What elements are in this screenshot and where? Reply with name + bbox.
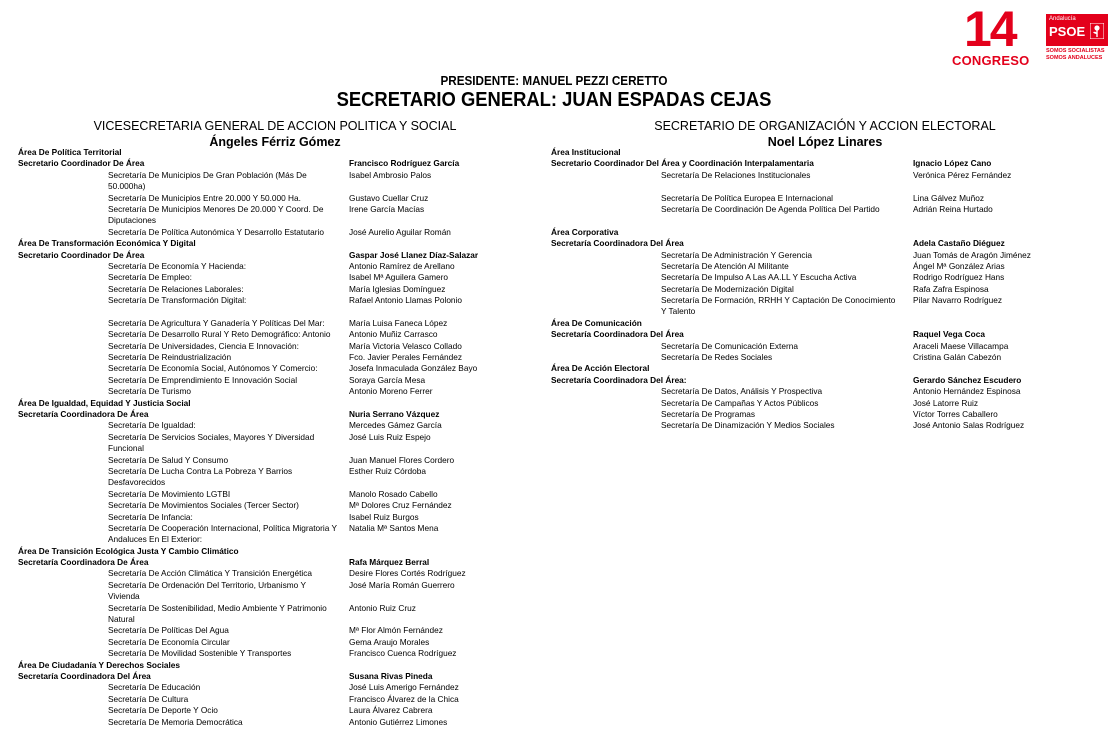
list-item (18, 648, 498, 659)
secretaria-label: Secretaría De Formación, RRHH Y Captación De Conocimiento (661, 295, 896, 306)
person-name: Antonio Moreno Ferrer (349, 386, 433, 397)
list-item (551, 306, 1101, 317)
list-item (18, 386, 498, 397)
list-item (551, 181, 1101, 192)
list-item (551, 204, 1101, 215)
secretaria-label: Funcional (108, 443, 144, 454)
person-name: Antonio Muñiz Carrasco (349, 329, 438, 340)
section-row (18, 409, 498, 420)
secretaria-label: Secretaría De Servicios Sociales, Mayores Y Diversidad (108, 431, 315, 442)
left-header-name: Ángeles Férriz Gómez (209, 134, 341, 149)
secretaria-label: Secretaría De Municipios De Gran Población (Más De (108, 169, 307, 180)
list-item (551, 398, 1101, 409)
list-item (18, 477, 498, 488)
list-item (551, 409, 1101, 420)
area-label: Secretaría Coordinadora Del Área (551, 238, 684, 249)
list-item (18, 637, 498, 648)
secretaria-label: Secretaría De Universidades, Ciencia E Innovación: (108, 340, 299, 351)
list-item (18, 512, 498, 523)
list-item (18, 215, 498, 226)
list-item (18, 614, 498, 625)
secretaria-label: Secretaría De Relaciones Laborales: (108, 283, 244, 294)
person-name: Desire Flores Cortés Rodríguez (349, 568, 466, 579)
section-row (551, 147, 1101, 158)
list-item (18, 306, 498, 317)
list-item (551, 352, 1101, 363)
secretaria-label: 50.000ha) (108, 181, 146, 192)
section-row (18, 158, 498, 169)
secretaria-label: Secretaría De Economía Social, Autónomos Y Comercio: (108, 363, 318, 374)
area-label: Área De Igualdad, Equidad Y Justicia Social (18, 397, 191, 408)
person-name: Manolo Rosado Cabello (349, 488, 438, 499)
list-item (18, 352, 498, 363)
secretaria-label: Secretaría De Economía Y Hacienda: (108, 260, 247, 271)
list-item (18, 489, 498, 500)
list-item (551, 341, 1101, 352)
secretaria-label: Secretaría De Desarrollo Rural Y Reto Demográfico: Antonio (108, 329, 331, 340)
person-name: Isabel Ambrosio Palos (349, 169, 432, 180)
person-name: Natalia Mª Santos Mena (349, 522, 439, 533)
person-name: Juan Manuel Flores Cordero (349, 454, 455, 465)
secretaria-label: Secretaría De Coordinación De Agenda Política Del Partido (661, 203, 880, 214)
person-name: José Aurelio Aguilar Román (349, 226, 451, 237)
section-row (551, 363, 1101, 374)
person-name: Ángel Mª González Arias (913, 260, 1005, 271)
section-row (551, 375, 1101, 386)
secretaria-label: Secretaría De Política Europea E Internacional (661, 192, 834, 203)
secretaria-label: Secretaría De Deporte Y Ocio (108, 705, 218, 716)
section-row (551, 329, 1101, 340)
secretaria-label: Secretaría De Datos, Análisis Y Prospectiva (661, 386, 823, 397)
person-name: Isabel Ruiz Burgos (349, 511, 419, 522)
person-name: Laura Álvarez Cabrera (349, 705, 433, 716)
coordinator-name: Nuria Serrano Vázquez (349, 408, 440, 419)
secretaria-label: Secretaría De Campañas Y Actos Públicos (661, 397, 819, 408)
president-heading: PRESIDENTE: MANUEL PEZZI CERETTO (440, 73, 668, 88)
list-item (18, 443, 498, 454)
list-item (551, 295, 1101, 306)
person-name: Antonio Ramírez de Arellano (349, 260, 455, 271)
coordinator-name: Raquel Vega Coca (913, 329, 985, 340)
logo-number: 14 (964, 1, 1016, 57)
secretaria-label: Secretaría De Turismo (108, 386, 191, 397)
coordinator-name: Ignacio López Cano (913, 158, 992, 169)
list-item (18, 534, 498, 545)
secretaria-label: Secretaría De Atención Al Militante (661, 260, 789, 271)
section-row (18, 398, 498, 409)
list-item (18, 420, 498, 431)
psoe-logo (1046, 14, 1108, 66)
person-name: Francisco Álvarez de la Chica (349, 693, 459, 704)
section-row (18, 238, 498, 249)
right-header-name: Noel López Linares (767, 134, 883, 149)
person-name: José Latorre Ruiz (913, 397, 979, 408)
area-label: Secretario Coordinador De Área (18, 249, 145, 260)
person-name: Mercedes Gámez García (349, 420, 442, 431)
secretaria-label: Secretaría De Movimiento LGTBI (108, 488, 231, 499)
person-name: Francisco Cuenca Rodríguez (349, 648, 457, 659)
area-label: Secretaría Coordinadora Del Área (551, 329, 684, 340)
secretaria-label: Secretaría De Municipios Entre 20.000 Y 50.000 Ha. (108, 192, 301, 203)
list-item (18, 341, 498, 352)
person-name: Adrián Reina Hurtado (913, 203, 993, 214)
section-row (551, 238, 1101, 249)
list-item (18, 329, 498, 340)
coordinator-name: Rafa Márquez Berral (349, 557, 430, 568)
person-name: Gema Araujo Morales (349, 636, 430, 647)
person-name: Josefa Inmaculada González Bayo (349, 363, 478, 374)
coordinator-name: Gerardo Sánchez Escudero (913, 374, 1022, 385)
secretary-general-heading: SECRETARIO GENERAL: JUAN ESPADAS CEJAS (336, 89, 772, 111)
secretaria-label: Secretaría De Políticas Del Agua (108, 625, 229, 636)
area-label: Área De Acción Electoral (551, 363, 650, 374)
person-name: Rafa Zafra Espinosa (913, 283, 989, 294)
secretaria-label: Secretaría De Lucha Contra La Pobreza Y Barrios (108, 465, 293, 476)
right-column (551, 147, 1101, 432)
list-item (18, 227, 498, 238)
secretaria-label: Secretaría De Cooperación Internacional, Política Migratoria Y (108, 522, 338, 533)
list-item (551, 170, 1101, 181)
list-item (551, 272, 1101, 283)
area-label: Área De Ciudadanía Y Derechos Sociales (18, 659, 181, 670)
list-item (551, 386, 1101, 397)
person-name: José Luis Ruiz Espejo (349, 431, 431, 442)
left-column-header (80, 120, 470, 148)
list-item (551, 250, 1101, 261)
list-item (18, 603, 498, 614)
person-name: Víctor Torres Caballero (913, 408, 998, 419)
person-name: Antonio Gutiérrez Limones (349, 716, 448, 727)
person-name: Lina Gálvez Muñoz (913, 192, 985, 203)
area-label: Secretario Coordinador Del Área y Coordinación Interpalamentaria (551, 158, 814, 169)
person-name: Juan Tomás de Aragón Jiménez (913, 249, 1031, 260)
area-label: Secretaría Coordinadora Del Área (18, 670, 151, 681)
list-item (551, 284, 1101, 295)
right-header-title: SECRETARIO DE ORGANIZACIÓN Y ACCION ELECTORAL (654, 119, 996, 133)
secretaria-label: Secretaría De Modernización Digital (661, 283, 794, 294)
secretaria-label: Secretaría De Igualdad: (108, 420, 196, 431)
secretaria-label: Secretaría De Política Autonómica Y Desarrollo Estatutario (108, 226, 324, 237)
secretaria-label: Diputaciones (108, 215, 156, 226)
secretaria-label: Secretaría De Economía Circular (108, 636, 230, 647)
secretaria-label: Secretaría De Cultura (108, 693, 189, 704)
logo-word: CONGRESO (952, 53, 1030, 68)
person-name: Antonio Hernández Espinosa (913, 386, 1021, 397)
list-item (551, 193, 1101, 204)
secretaria-label: Secretaría De Educación (108, 682, 201, 693)
section-row (551, 318, 1101, 329)
secretaria-label: Y Talento (661, 306, 696, 317)
person-name: Irene García Macías (349, 203, 425, 214)
list-item (18, 682, 498, 693)
psoe-tagline-2: SOMOS ANDALUCES (1046, 54, 1103, 61)
list-item (18, 284, 498, 295)
secretaria-label: Secretaría De Impulso A Las AA.LL Y Escucha Activa (661, 272, 857, 283)
area-label: Área De Comunicación (551, 317, 642, 328)
list-item (18, 625, 498, 636)
secretaria-label: Secretaría De Infancia: (108, 511, 193, 522)
person-name: Antonio Ruiz Cruz (349, 602, 416, 613)
list-item (18, 261, 498, 272)
person-name: Mª Flor Almón Fernández (349, 625, 443, 636)
list-item (18, 717, 498, 728)
psoe-region: Andalucía (1049, 16, 1076, 22)
coordinator-name: Gaspar José Llanez Díaz-Salazar (349, 249, 479, 260)
area-label: Área De Transición Ecológica Justa Y Cambio Climático (18, 545, 239, 556)
rose-icon (1090, 23, 1104, 39)
person-name: Mª Dolores Cruz Fernández (349, 500, 452, 511)
secretaria-label: Secretaría De Ordenación Del Territorio, Urbanismo Y (108, 579, 306, 590)
area-label: Área De Transformación Económica Y Digital (18, 238, 196, 249)
area-label: Área Corporativa (551, 226, 619, 237)
secretaria-label: Natural (108, 614, 135, 625)
coordinator-name: Adela Castaño Diéguez (913, 238, 1005, 249)
person-name: María Luisa Faneca López (349, 317, 448, 328)
area-label: Secretaría Coordinadora De Área (18, 557, 149, 568)
secretaria-label: Secretaría De Administración Y Gerencia (661, 249, 812, 260)
list-item (18, 181, 498, 192)
person-name: José Luis Amerigo Fernández (349, 682, 459, 693)
secretaria-label: Secretaría De Movilidad Sostenible Y Transportes (108, 648, 292, 659)
secretaria-label: Secretaría De Relaciones Institucionales (661, 169, 811, 180)
right-column-header (630, 120, 1020, 148)
area-label: Secretaría Coordinadora Del Área: (551, 374, 687, 385)
secretaria-label: Secretaría De Memoria Democrática (108, 716, 243, 727)
list-item (18, 694, 498, 705)
person-name: María Iglesias Domínguez (349, 283, 446, 294)
psoe-name: PSOE (1049, 24, 1086, 39)
list-item (551, 261, 1101, 272)
psoe-tagline-1: SOMOS SOCIALISTAS (1046, 48, 1105, 54)
coordinator-name: Susana Rivas Pineda (349, 670, 433, 681)
list-item (18, 466, 498, 477)
person-name: Rodrigo Rodríguez Hans (913, 272, 1005, 283)
list-item (551, 215, 1101, 226)
list-item (18, 568, 498, 579)
person-name: Fco. Javier Perales Fernández (349, 352, 462, 363)
section-row (18, 250, 498, 261)
list-item (18, 591, 498, 602)
person-name: Esther Ruiz Córdoba (349, 465, 427, 476)
secretaria-label: Secretaría De Acción Climática Y Transición Energética (108, 568, 312, 579)
secretaria-label: Secretaría De Dinamización Y Medios Sociales (661, 420, 835, 431)
area-label: Área De Política Territorial (18, 147, 122, 157)
congreso-logo (950, 1, 1038, 70)
coordinator-name: Francisco Rodríguez García (349, 158, 460, 169)
person-name: José Antonio Salas Rodríguez (913, 420, 1025, 431)
list-item (18, 523, 498, 534)
list-item (18, 432, 498, 443)
person-name: Cristina Galán Cabezón (913, 352, 1002, 363)
section-row (551, 158, 1101, 169)
list-item (18, 705, 498, 716)
secretaria-label: Secretaría De Programas (661, 408, 756, 419)
person-name: Isabel Mª Aguilera Gamero (349, 272, 448, 283)
area-label: Área Institucional (551, 147, 621, 157)
person-name: Pilar Navarro Rodríguez (913, 295, 1002, 306)
section-row (18, 557, 498, 568)
secretaria-label: Secretaría De Agricultura Y Ganadería Y Políticas Del Mar: (108, 317, 325, 328)
secretaria-label: Desfavorecidos (108, 477, 166, 488)
secretaria-label: Secretaría De Reindustrialización (108, 352, 232, 363)
secretaria-label: Andaluces En El Exterior: (108, 534, 203, 545)
secretaria-label: Secretaría De Municipios Menores De 20.000 Y Coord. De (108, 203, 324, 214)
person-name: Araceli Maese Villacampa (913, 340, 1009, 351)
list-item (18, 500, 498, 511)
list-item (18, 580, 498, 591)
section-row (18, 546, 498, 557)
list-item (18, 375, 498, 386)
list-item (18, 295, 498, 306)
person-name: Verónica Pérez Fernández (913, 169, 1012, 180)
secretaria-label: Secretaría De Sostenibilidad, Medio Ambiente Y Patrimonio (108, 602, 327, 613)
secretaria-label: Vivienda (108, 591, 140, 602)
list-item (18, 318, 498, 329)
person-name: Rafael Antonio Llamas Polonio (349, 295, 463, 306)
secretaria-label: Secretaría De Empleo: (108, 272, 192, 283)
list-item (18, 363, 498, 374)
area-label: Secretaría Coordinadora De Área (18, 408, 149, 419)
secretaria-label: Secretaría De Comunicación Externa (661, 340, 798, 351)
person-name: José María Román Guerrero (349, 579, 455, 590)
secretaria-label: Secretaría De Salud Y Consumo (108, 454, 229, 465)
list-item (18, 170, 498, 181)
list-item (18, 204, 498, 215)
section-row (18, 660, 498, 671)
section-row (18, 671, 498, 682)
person-name: María Victoria Velasco Collado (349, 340, 462, 351)
section-row (551, 227, 1101, 238)
section-row (18, 147, 498, 158)
secretaria-label: Secretaría De Transformación Digital: (108, 295, 247, 306)
secretaria-label: Secretaría De Movimientos Sociales (Tercer Sector) (108, 500, 299, 511)
person-name: Gustavo Cuellar Cruz (349, 192, 429, 203)
person-name: Soraya García Mesa (349, 374, 426, 385)
secretaria-label: Secretaría De Redes Sociales (661, 352, 773, 363)
secretaria-label: Secretaría De Emprendimiento E Innovación Social (108, 374, 298, 385)
list-item (18, 455, 498, 466)
left-header-title: VICESECRETARIA GENERAL DE ACCION POLITICA Y SOCIAL (93, 119, 457, 133)
list-item (18, 272, 498, 283)
list-item (551, 420, 1101, 431)
list-item (18, 193, 498, 204)
left-column (18, 147, 498, 728)
area-label: Secretario Coordinador De Área (18, 158, 145, 169)
